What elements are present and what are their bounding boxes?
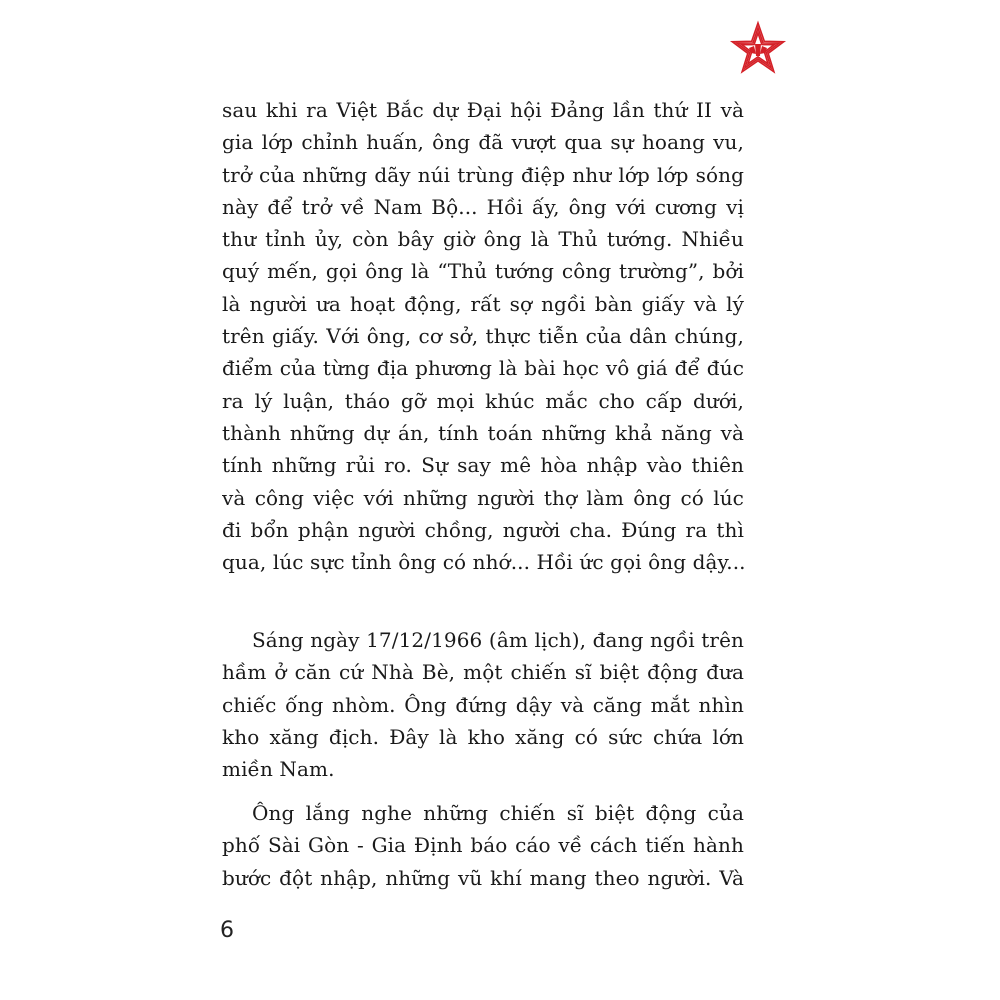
text-line: thành những dự án, tính toán những khả năng và: [222, 420, 744, 445]
text-line: quý mến, gọi ông là “Thủ tướng công trường”, bởi: [222, 259, 744, 284]
text-line: thư tỉnh ủy, còn bây giờ ông là Thủ tướng. Nhiều: [222, 227, 744, 252]
text-line: chiếc ống nhòm. Ông đứng dậy và căng mắt nhìn: [222, 692, 744, 717]
text-line: và công việc với những người thợ làm ông có lúc: [222, 485, 744, 510]
text-line: là người ưa hoạt động, rất sợ ngồi bàn giấy và lý: [222, 291, 744, 316]
text-line: trên giấy. Với ông, cơ sở, thực tiễn của dân chúng,: [222, 324, 744, 349]
text-line: Sáng ngày 17/12/1966 (âm lịch), đang ngồi trên: [252, 628, 744, 652]
text-line: tính những rủi ro. Sự say mê hòa nhập vào thiên: [222, 453, 744, 478]
text-line: Ông lắng nghe những chiến sĩ biệt động của: [252, 801, 744, 825]
paragraph-3: [222, 797, 744, 894]
text-line: hầm ở căn cứ Nhà Bè, một chiến sĩ biệt động đưa: [222, 660, 744, 685]
text-line: ra lý luận, tháo gỡ mọi khúc mắc cho cấp dưới,: [222, 388, 744, 413]
text-line: đi bổn phận người chồng, người cha. Đúng ra thì: [222, 517, 744, 542]
page-number: 6: [220, 918, 234, 943]
text-line: qua, lúc sực tỉnh ông có nhớ... Hồi ức gọi ông dậy...: [222, 550, 746, 575]
text-line: gia lớp chỉnh huấn, ông đã vượt qua sự hoang vu,: [222, 130, 744, 155]
text-line: bước đột nhập, những vũ khí mang theo người. Và: [222, 865, 744, 890]
red-star-emblem-icon: [728, 20, 788, 80]
text-line: phố Sài Gòn - Gia Định báo cáo về cách tiến hành: [222, 833, 744, 858]
text-line: kho xăng địch. Đây là kho xăng có sức chứa lớn: [222, 724, 744, 749]
text-line: này để trở về Nam Bộ... Hồi ấy, ông với cương vị: [222, 194, 744, 219]
text-line: trở của những dãy núi trùng điệp như lớp lớp sóng: [222, 162, 744, 187]
text-line: điểm của từng địa phương là bài học vô giá để đúc: [222, 356, 744, 381]
paragraph-1: [222, 94, 744, 578]
text-line: miền Nam.: [222, 757, 335, 782]
text-line: sau khi ra Việt Bắc dự Đại hội Đảng lần thứ II và: [222, 98, 744, 122]
paragraph-2: [222, 624, 744, 785]
